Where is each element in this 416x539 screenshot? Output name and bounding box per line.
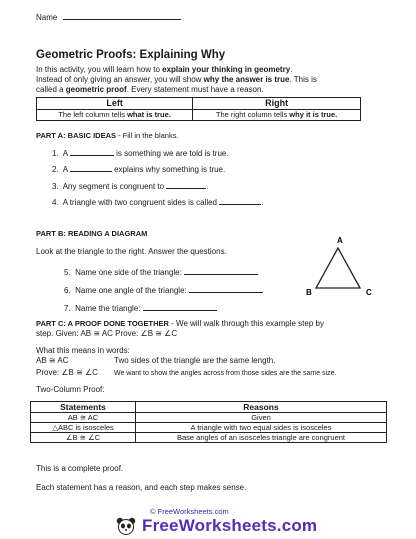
intro-paragraph: In this activity, you will learn how to explain your thinking in geometry. Instead of only giving an answer, you will show why the answer is true. This is called a geometric proof. Every statement must have a reason. — [36, 65, 317, 94]
name-field[interactable] — [63, 11, 181, 20]
statements-header: Statements — [31, 402, 136, 413]
given-meaning: Two sides of the triangle are the same length. — [114, 356, 276, 365]
table-row: AB ≅ AC Given — [31, 413, 387, 423]
prove-meaning: We want to show the angles across from those sides are the same size. — [114, 370, 337, 377]
page-title: Geometric Proofs: Explaining Why — [36, 49, 226, 61]
answer-blank[interactable] — [219, 196, 261, 205]
table-row: ∠B ≅ ∠C Base angles of an isosceles triangle are congruent — [31, 433, 387, 443]
part-a-item-3: 3. Any segment is congruent to . — [52, 182, 209, 191]
vertex-label-a: A — [337, 236, 343, 245]
triangle-diagram — [300, 234, 380, 304]
part-b-item-5: 5. Name one side of the triangle: — [64, 266, 258, 278]
panda-logo-icon — [116, 517, 136, 535]
answer-blank[interactable] — [70, 163, 112, 172]
given-statement: AB ≅ AC — [36, 356, 69, 365]
left-right-table — [36, 97, 361, 121]
part-a-heading: PART A: BASIC IDEAS - Fill in the blanks. — [36, 131, 179, 140]
vertex-label-c: C — [366, 288, 372, 297]
part-b-heading: PART B: READING A DIAGRAM — [36, 229, 148, 238]
answer-blank[interactable] — [166, 180, 206, 189]
proof-table — [30, 401, 387, 443]
reasons-header: Reasons — [136, 402, 387, 413]
footer-brand — [116, 516, 317, 536]
name-label: Name — [36, 13, 58, 22]
answer-blank[interactable] — [189, 284, 263, 293]
vertex-label-b: B — [306, 288, 312, 297]
part-b-instruction: Look at the triangle to the right. Answer the questions. — [36, 247, 227, 256]
triangle-abc — [316, 248, 360, 288]
closing-line-2: Each statement has a reason, and each step makes sense. — [36, 483, 247, 492]
footer-logo-text[interactable]: FreeWorksheets.com — [142, 516, 318, 535]
part-b-item-7: 7. Name the triangle: — [64, 302, 217, 314]
answer-blank[interactable] — [143, 302, 217, 311]
table-row: △ABC is isosceles A triangle with two equal sides is isosceles — [31, 423, 387, 433]
part-c-heading: PART C: A PROOF DONE TOGETHER - We will walk through this example step by step. Given: AB ≅ AC Prove: ∠B ≅ ∠C — [36, 319, 324, 338]
part-a-item-1: 1. A is something we are told is true. — [52, 149, 229, 158]
part-a-item-2: 2. A explains why something is true. — [52, 165, 226, 174]
right-header: Right — [193, 98, 361, 110]
right-description: The right column tells why it is true. — [193, 110, 361, 121]
part-a-item-4: 4. A triangle with two congruent sides is called . — [52, 198, 264, 207]
footer-url[interactable]: © FreeWorksheets.com — [150, 507, 229, 516]
prove-statement: Prove: ∠B ≅ ∠C — [36, 368, 98, 377]
what-this-means: What this means in words: — [36, 346, 130, 355]
left-header: Left — [37, 98, 193, 110]
two-column-label: Two-Column Proof: — [36, 385, 105, 394]
closing-line-1: This is a complete proof. — [36, 464, 124, 473]
answer-blank[interactable] — [70, 147, 114, 156]
part-b-item-6: 6. Name one angle of the triangle: — [64, 284, 263, 296]
left-description: The left column tells what is true. — [37, 110, 193, 121]
name-label-row — [36, 11, 181, 23]
answer-blank[interactable] — [184, 266, 258, 275]
